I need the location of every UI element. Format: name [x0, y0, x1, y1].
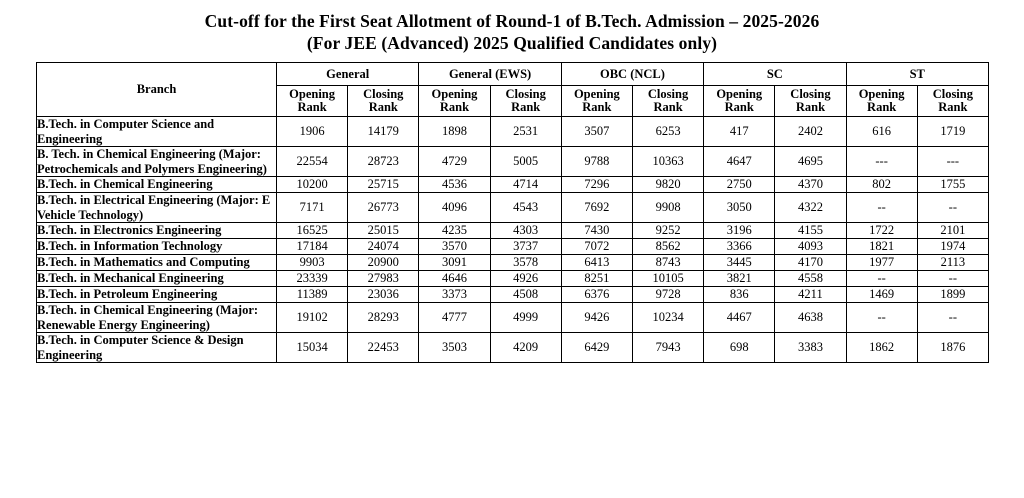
- rank-cell: 22453: [348, 333, 419, 363]
- subheader-word-opening: Opening: [858, 87, 905, 101]
- table-row: [37, 303, 989, 333]
- branch-cell: B.Tech. in Electronics Engineering: [37, 223, 277, 239]
- rank-cell: 7171: [277, 193, 348, 223]
- rank-cell: 25015: [348, 223, 419, 239]
- rank-cell: --: [846, 303, 917, 333]
- rank-cell: 2750: [704, 177, 775, 193]
- rank-cell: 1974: [917, 239, 988, 255]
- subheader-word-closing: Closing: [505, 87, 546, 101]
- rank-cell: 16525: [277, 223, 348, 239]
- rank-cell: 4322: [775, 193, 846, 223]
- title-line-2: (For JEE (Advanced) 2025 Qualified Candidates only): [306, 33, 718, 53]
- category-header-general-ews: General (EWS): [419, 63, 561, 86]
- subheader-obc-closing: [632, 86, 703, 117]
- rank-cell: 2113: [917, 255, 988, 271]
- rank-cell: 6413: [561, 255, 632, 271]
- rank-cell: 2531: [490, 117, 561, 147]
- rank-cell: 1755: [917, 177, 988, 193]
- rank-cell: 2402: [775, 117, 846, 147]
- rank-cell: 1876: [917, 333, 988, 363]
- subheader-word-rank: Rank: [938, 100, 968, 114]
- rank-cell: 4999: [490, 303, 561, 333]
- subheader-word-opening: Opening: [573, 87, 620, 101]
- category-header-general: General: [277, 63, 419, 86]
- branch-cell: B.Tech. in Petroleum Engineering: [37, 287, 277, 303]
- rank-cell: 3821: [704, 271, 775, 287]
- rank-cell: 4695: [775, 147, 846, 177]
- rank-cell: --: [846, 271, 917, 287]
- subheader-word-closing: Closing: [790, 87, 831, 101]
- rank-cell: 28723: [348, 147, 419, 177]
- rank-cell: 9252: [632, 223, 703, 239]
- rank-cell: 6376: [561, 287, 632, 303]
- document-title: [36, 10, 988, 54]
- cutoff-table: [36, 62, 989, 363]
- rank-cell: 9728: [632, 287, 703, 303]
- rank-cell: 22554: [277, 147, 348, 177]
- subheader-word-rank: Rank: [867, 100, 897, 114]
- rank-cell: 4646: [419, 271, 490, 287]
- rank-cell: 3578: [490, 255, 561, 271]
- table-header: [37, 63, 989, 117]
- rank-cell: 4638: [775, 303, 846, 333]
- rank-cell: 26773: [348, 193, 419, 223]
- rank-cell: 8743: [632, 255, 703, 271]
- rank-cell: ---: [917, 147, 988, 177]
- rank-cell: 17184: [277, 239, 348, 255]
- branch-cell: B.Tech. in Computer Science and Engineering: [37, 117, 277, 147]
- rank-cell: 4211: [775, 287, 846, 303]
- rank-cell: 802: [846, 177, 917, 193]
- subheader-sc-closing: [775, 86, 846, 117]
- rank-cell: 9788: [561, 147, 632, 177]
- subheader-word-closing: Closing: [647, 87, 689, 101]
- rank-cell: 10234: [632, 303, 703, 333]
- rank-cell: 4536: [419, 177, 490, 193]
- table-row: [37, 333, 989, 363]
- rank-cell: 3570: [419, 239, 490, 255]
- subheader-word-closing: Closing: [932, 87, 973, 101]
- rank-cell: 6253: [632, 117, 703, 147]
- table-row: [37, 239, 989, 255]
- rank-cell: 7692: [561, 193, 632, 223]
- subheader-word-rank: Rank: [795, 100, 826, 114]
- rank-cell: 9820: [632, 177, 703, 193]
- rank-cell: 4155: [775, 223, 846, 239]
- rank-cell: 3050: [704, 193, 775, 223]
- table-row: [37, 271, 989, 287]
- rank-cell: 11389: [277, 287, 348, 303]
- subheader-word-rank: Rank: [653, 100, 683, 114]
- rank-cell: 4558: [775, 271, 846, 287]
- subheader-word-opening: Opening: [431, 87, 478, 101]
- rank-cell: 14179: [348, 117, 419, 147]
- rank-cell: 616: [846, 117, 917, 147]
- rank-cell: 1862: [846, 333, 917, 363]
- rank-cell: 7943: [632, 333, 703, 363]
- rank-cell: 20900: [348, 255, 419, 271]
- table-row: [37, 287, 989, 303]
- branch-cell: B.Tech. in Chemical Engineering: [37, 177, 277, 193]
- subheader-ews-opening: [419, 86, 490, 117]
- rank-cell: 4096: [419, 193, 490, 223]
- rank-cell: --: [846, 193, 917, 223]
- rank-cell: 4926: [490, 271, 561, 287]
- title-line-1: Cut-off for the First Seat Allotment of Round-1 of B.Tech. Admission – 2025-2026: [204, 11, 820, 31]
- category-header-st: ST: [846, 63, 988, 86]
- rank-cell: ---: [846, 147, 917, 177]
- rank-cell: 4170: [775, 255, 846, 271]
- rank-cell: 1719: [917, 117, 988, 147]
- rank-cell: 4370: [775, 177, 846, 193]
- rank-cell: 4508: [490, 287, 561, 303]
- table-row: [37, 223, 989, 239]
- branch-cell: B.Tech. in Electrical Engineering (Major: E Vehicle Technology): [37, 193, 277, 223]
- subheader-general-closing: [348, 86, 419, 117]
- table-body: [37, 117, 989, 363]
- rank-cell: 27983: [348, 271, 419, 287]
- rank-cell: 25715: [348, 177, 419, 193]
- rank-cell: 28293: [348, 303, 419, 333]
- subheader-word-opening: Opening: [716, 87, 763, 101]
- table-row: [37, 177, 989, 193]
- rank-cell: 15034: [277, 333, 348, 363]
- rank-cell: 3373: [419, 287, 490, 303]
- subheader-st-closing: [917, 86, 988, 117]
- rank-cell: 4235: [419, 223, 490, 239]
- rank-cell: 417: [704, 117, 775, 147]
- subheader-word-rank: Rank: [439, 100, 470, 114]
- rank-cell: 1899: [917, 287, 988, 303]
- subheader-obc-opening: [561, 86, 632, 117]
- rank-cell: 3383: [775, 333, 846, 363]
- subheader-word-rank: Rank: [511, 100, 541, 114]
- subheader-word-rank: Rank: [724, 100, 754, 114]
- subheader-word-rank: Rank: [582, 100, 612, 114]
- branch-cell: B. Tech. in Chemical Engineering (Major: Petrochemicals and Polymers Engineering): [37, 147, 277, 177]
- rank-cell: 7430: [561, 223, 632, 239]
- rank-cell: 5005: [490, 147, 561, 177]
- rank-cell: 1821: [846, 239, 917, 255]
- rank-cell: 3737: [490, 239, 561, 255]
- rank-cell: 8562: [632, 239, 703, 255]
- rank-cell: 9903: [277, 255, 348, 271]
- rank-cell: 24074: [348, 239, 419, 255]
- rank-cell: 698: [704, 333, 775, 363]
- table-row: [37, 117, 989, 147]
- rank-cell: 3445: [704, 255, 775, 271]
- rank-cell: --: [917, 193, 988, 223]
- rank-cell: 7072: [561, 239, 632, 255]
- branch-cell: B.Tech. in Chemical Engineering (Major: Renewable Energy Engineering): [37, 303, 277, 333]
- rank-cell: 3366: [704, 239, 775, 255]
- rank-cell: 6429: [561, 333, 632, 363]
- rank-cell: 4729: [419, 147, 490, 177]
- rank-cell: 836: [704, 287, 775, 303]
- subheader-st-opening: [846, 86, 917, 117]
- rank-cell: 4467: [704, 303, 775, 333]
- table-row: [37, 193, 989, 223]
- subheader-word-rank: Rank: [368, 100, 398, 114]
- header-row-categories: [37, 63, 989, 86]
- rank-cell: 9426: [561, 303, 632, 333]
- rank-cell: 1722: [846, 223, 917, 239]
- rank-cell: 4209: [490, 333, 561, 363]
- rank-cell: 10200: [277, 177, 348, 193]
- branch-cell: B.Tech. in Mechanical Engineering: [37, 271, 277, 287]
- rank-cell: 4647: [704, 147, 775, 177]
- rank-cell: 4303: [490, 223, 561, 239]
- rank-cell: 3507: [561, 117, 632, 147]
- rank-cell: --: [917, 271, 988, 287]
- category-header-obc-ncl: OBC (NCL): [561, 63, 703, 86]
- rank-cell: 2101: [917, 223, 988, 239]
- subheader-sc-opening: [704, 86, 775, 117]
- rank-cell: 4714: [490, 177, 561, 193]
- rank-cell: 8251: [561, 271, 632, 287]
- rank-cell: 4777: [419, 303, 490, 333]
- table-row: [37, 255, 989, 271]
- rank-cell: 10363: [632, 147, 703, 177]
- table-row: [37, 147, 989, 177]
- rank-cell: 19102: [277, 303, 348, 333]
- subheader-general-opening: [277, 86, 348, 117]
- rank-cell: 1469: [846, 287, 917, 303]
- branch-cell: B.Tech. in Computer Science & Design Engineering: [37, 333, 277, 363]
- rank-cell: 1977: [846, 255, 917, 271]
- subheader-ews-closing: [490, 86, 561, 117]
- branch-cell: B.Tech. in Information Technology: [37, 239, 277, 255]
- branch-cell: B.Tech. in Mathematics and Computing: [37, 255, 277, 271]
- rank-cell: 10105: [632, 271, 703, 287]
- rank-cell: 4093: [775, 239, 846, 255]
- rank-cell: 1898: [419, 117, 490, 147]
- branch-column-header: Branch: [37, 63, 277, 117]
- category-header-sc: SC: [704, 63, 846, 86]
- rank-cell: 3196: [704, 223, 775, 239]
- subheader-word-rank: Rank: [297, 100, 327, 114]
- rank-cell: 7296: [561, 177, 632, 193]
- rank-cell: 23339: [277, 271, 348, 287]
- rank-cell: 1906: [277, 117, 348, 147]
- rank-cell: 3091: [419, 255, 490, 271]
- subheader-word-closing: Closing: [363, 87, 404, 101]
- rank-cell: 4543: [490, 193, 561, 223]
- rank-cell: 9908: [632, 193, 703, 223]
- rank-cell: 23036: [348, 287, 419, 303]
- rank-cell: --: [917, 303, 988, 333]
- subheader-word-opening: Opening: [289, 87, 336, 101]
- rank-cell: 3503: [419, 333, 490, 363]
